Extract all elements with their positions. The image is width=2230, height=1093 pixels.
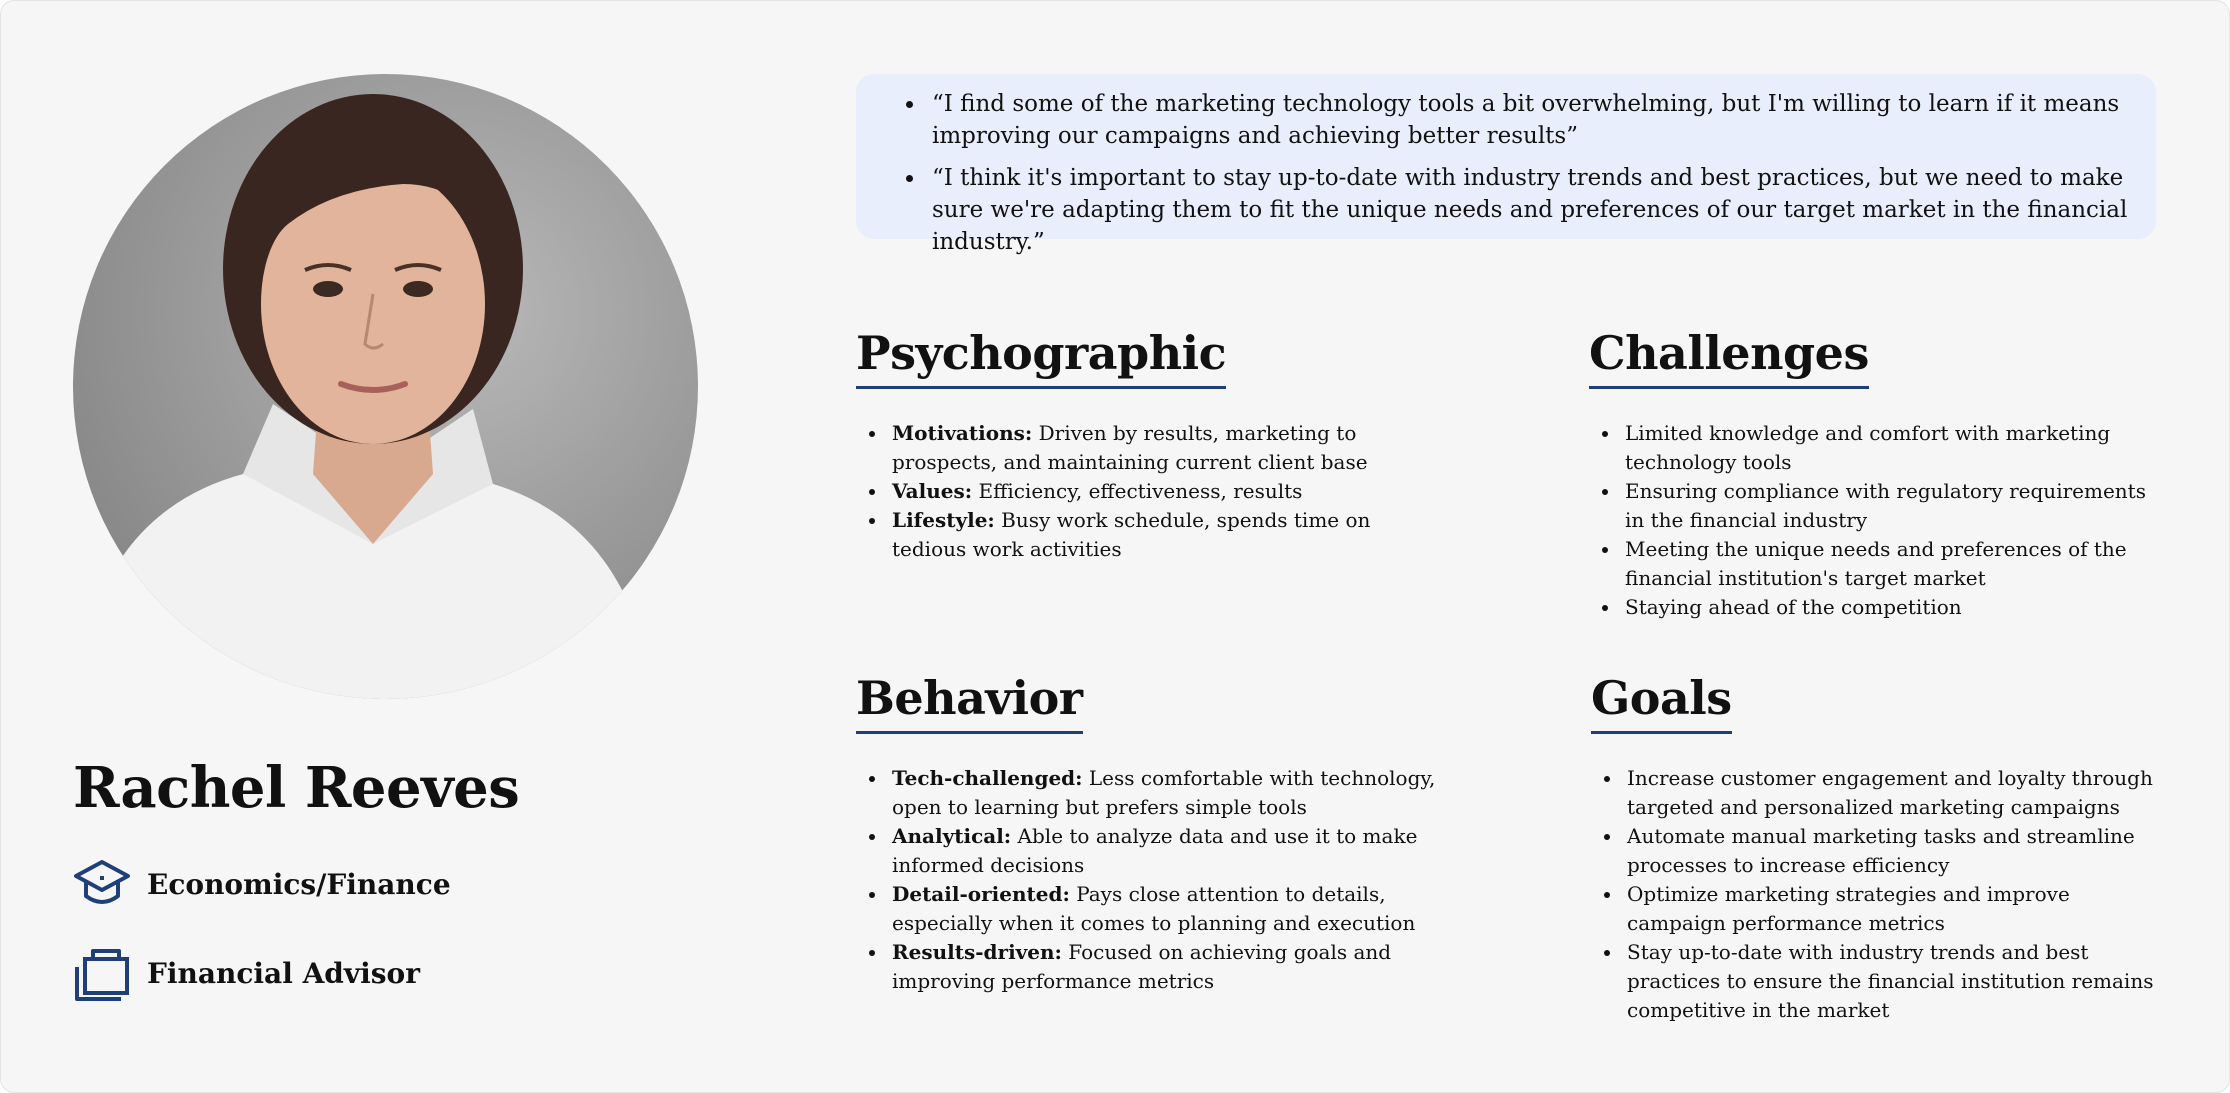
persona-photo [73, 74, 698, 699]
challenges-section [1589, 324, 2169, 622]
item-text: Driven by results, marketing to prospects, and maintaining current client base [892, 421, 1368, 474]
list-item [888, 938, 1438, 996]
item-text: Focused on achieving goals and improving performance metrics [892, 940, 1392, 993]
list-item: • Stay up-to-date with industry trends and best practices to ensure the financial institution remains competitive in the market [1623, 938, 2163, 1025]
list-item: • Limited knowledge and comfort with marketing technology tools [1621, 419, 2161, 477]
job-label: Financial Advisor [147, 956, 420, 990]
list-item [888, 506, 1438, 564]
list-item: • Meeting the unique needs and preferences of the financial institution's target market [1621, 535, 2161, 593]
list-item [888, 822, 1438, 880]
item-text: Pays close attention to details, especially when it comes to planning and execution [892, 882, 1416, 935]
item-label: Detail-oriented: [892, 882, 1070, 906]
challenges-list [1621, 419, 2161, 622]
goals-section [1591, 669, 2171, 1025]
briefcase-icon [73, 945, 131, 1001]
list-item: • Automate manual marketing tasks and streamline processes to increase efficiency [1623, 822, 2163, 880]
quote-item: • “I think it's important to stay up-to-date with industry trends and best practices, but we need to make sure we're adapting them to fit the unique needs and preferences of our target market in the financial industry.” [926, 162, 2151, 258]
behavior-heading: Behavior [856, 669, 1083, 734]
job-row [73, 945, 673, 1001]
item-text: Busy work schedule, spends time on tedious work activities [892, 508, 1371, 561]
quote-item: • “I find some of the marketing technology tools a bit overwhelming, but I'm willing to learn if it means improving our campaigns and achieving better results” [926, 88, 2151, 152]
psychographic-list [888, 419, 1438, 564]
item-label: Results-driven: [892, 940, 1062, 964]
behavior-section [856, 669, 1436, 996]
item-text: Efficiency, effectiveness, results [972, 479, 1303, 503]
graduation-cap-icon [73, 856, 131, 912]
psychographic-heading: Psychographic [856, 324, 1226, 389]
item-label: Tech-challenged: [892, 766, 1083, 790]
list-item [888, 477, 1438, 506]
item-text: Less comfortable with technology, open to learning but prefers simple tools [892, 766, 1436, 819]
psychographic-section [856, 324, 1436, 564]
education-row [73, 856, 673, 912]
list-item [888, 880, 1438, 938]
item-text: Able to analyze data and use it to make informed decisions [892, 824, 1418, 877]
list-item [888, 764, 1438, 822]
list-item: • Optimize marketing strategies and improve campaign performance metrics [1623, 880, 2163, 938]
goals-heading: Goals [1591, 669, 1732, 734]
behavior-list [888, 764, 1438, 996]
challenges-heading: Challenges [1589, 324, 1869, 389]
goals-list [1623, 764, 2163, 1025]
item-label: Values: [892, 479, 973, 503]
list-item: • Increase customer engagement and loyalty through targeted and personalized marketing campaigns [1623, 764, 2163, 822]
item-label: Motivations: [892, 421, 1033, 445]
list-item: • Staying ahead of the competition [1621, 593, 2161, 622]
list-item: • Ensuring compliance with regulatory requirements in the financial industry [1621, 477, 2161, 535]
quotes-box [856, 74, 2156, 255]
list-item [888, 419, 1438, 477]
portrait-illustration [73, 74, 698, 699]
persona-name: Rachel Reeves [73, 755, 520, 821]
quotes-list [926, 88, 2126, 258]
education-label: Economics/Finance [147, 867, 451, 901]
item-label: Lifestyle: [892, 508, 995, 532]
item-label: Analytical: [892, 824, 1012, 848]
